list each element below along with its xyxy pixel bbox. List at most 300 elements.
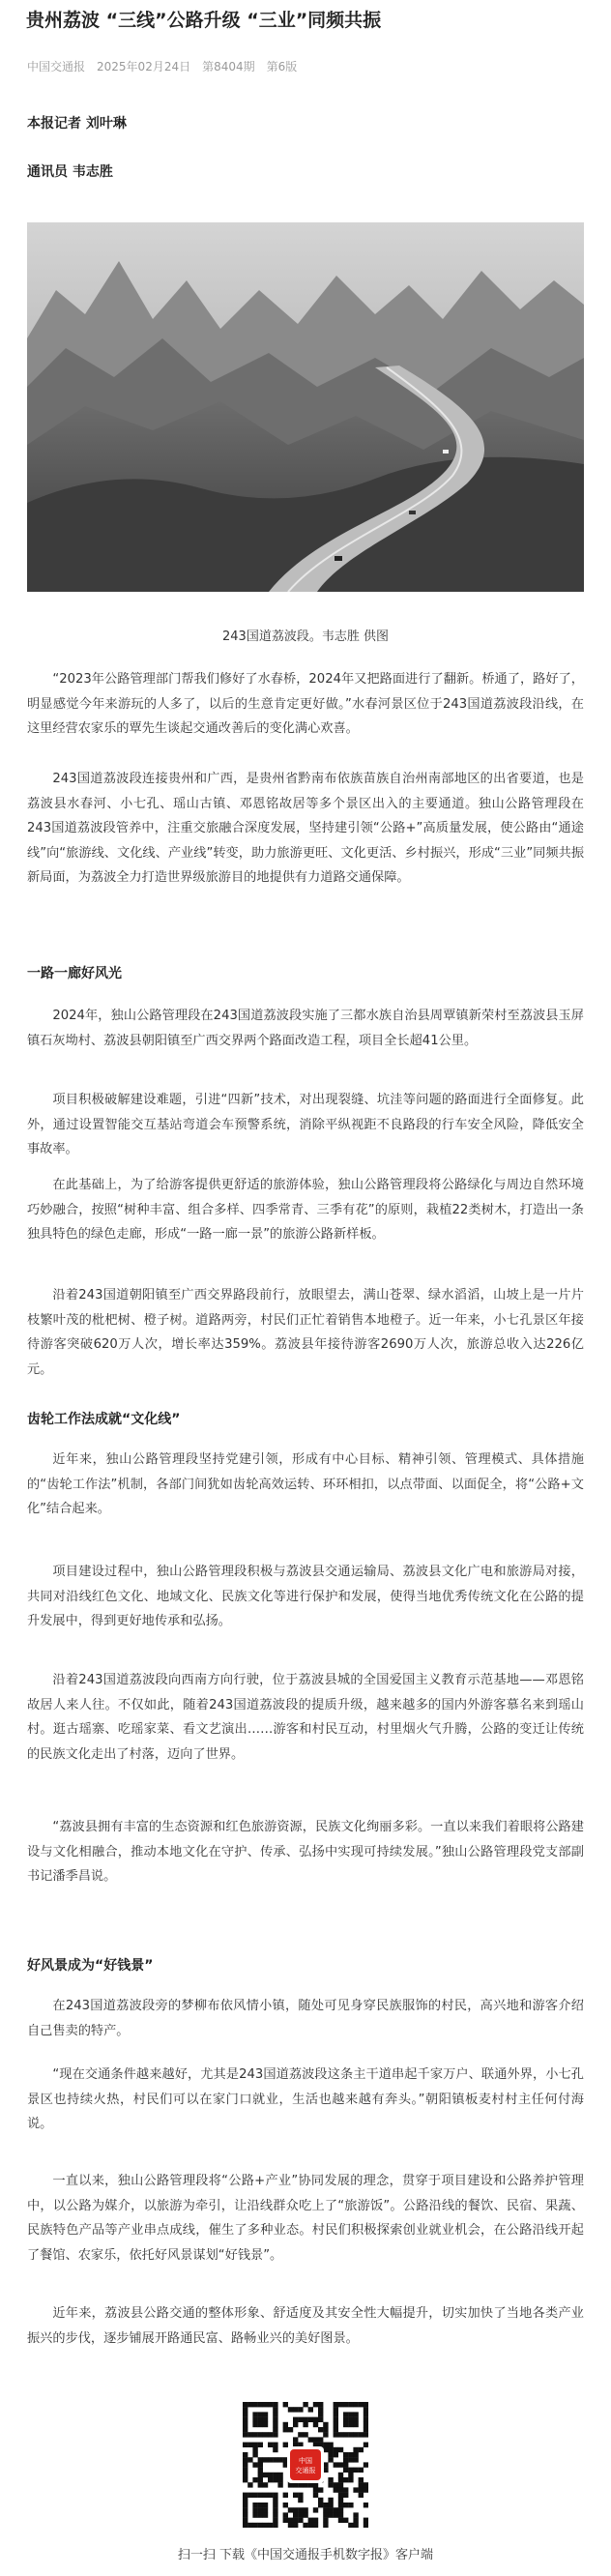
qr-module bbox=[263, 2493, 268, 2498]
qr-module bbox=[359, 2447, 364, 2452]
qr-module bbox=[359, 2482, 364, 2487]
qr-module bbox=[273, 2477, 277, 2482]
qr-module bbox=[303, 2432, 307, 2437]
qr-module bbox=[283, 2427, 288, 2432]
qr-module bbox=[263, 2507, 268, 2512]
qr-module bbox=[323, 2432, 328, 2437]
qr-module bbox=[364, 2417, 368, 2422]
reporter-byline: 本报记者 刘叶琳 bbox=[27, 116, 127, 132]
qr-module bbox=[364, 2427, 368, 2432]
qr-module bbox=[293, 2437, 298, 2442]
qr-module bbox=[318, 2412, 323, 2416]
qr-module bbox=[252, 2523, 257, 2528]
qr-module bbox=[338, 2493, 343, 2498]
qr-module bbox=[273, 2498, 277, 2503]
qr-module bbox=[318, 2437, 323, 2442]
qr-module bbox=[313, 2493, 318, 2498]
qr-module bbox=[263, 2432, 268, 2437]
qr-module bbox=[364, 2523, 368, 2528]
article-title: 贵州荔波 “三线”公路升级 “三业”同频共振 bbox=[26, 10, 382, 31]
qr-module bbox=[293, 2512, 298, 2517]
qr-module bbox=[328, 2498, 333, 2503]
qr-module bbox=[252, 2512, 257, 2517]
qr-module bbox=[334, 2432, 338, 2437]
qr-module bbox=[288, 2523, 293, 2528]
qr-module bbox=[353, 2422, 358, 2427]
qr-module bbox=[258, 2417, 263, 2422]
qr-module bbox=[364, 2443, 368, 2447]
qr-module bbox=[258, 2477, 263, 2482]
qr-module bbox=[273, 2507, 277, 2512]
qr-module bbox=[348, 2432, 353, 2437]
qr-module bbox=[273, 2503, 277, 2507]
qr-module bbox=[328, 2512, 333, 2517]
qr-module bbox=[298, 2493, 303, 2498]
qr-module bbox=[258, 2512, 263, 2517]
qr-module bbox=[273, 2417, 277, 2422]
qr-module bbox=[343, 2477, 348, 2482]
qr-module bbox=[323, 2523, 328, 2528]
qr-module bbox=[313, 2523, 318, 2528]
qr-module bbox=[247, 2402, 252, 2407]
qr-module bbox=[353, 2432, 358, 2437]
qr-module bbox=[364, 2432, 368, 2437]
qr-module bbox=[273, 2432, 277, 2437]
qr-module bbox=[364, 2487, 368, 2492]
qr-module bbox=[353, 2447, 358, 2452]
qr-module bbox=[353, 2518, 358, 2523]
qr-module bbox=[252, 2447, 257, 2452]
qr-module bbox=[334, 2422, 338, 2427]
qr-module bbox=[348, 2417, 353, 2422]
qr-module bbox=[243, 2422, 247, 2427]
qr-module bbox=[298, 2512, 303, 2517]
qr-module bbox=[364, 2412, 368, 2416]
qr-module bbox=[343, 2518, 348, 2523]
qr-module bbox=[252, 2402, 257, 2407]
qr-module bbox=[353, 2512, 358, 2517]
issue-number: 第8404期 bbox=[202, 60, 255, 73]
correspondent-byline: 通讯员 韦志胜 bbox=[27, 164, 113, 180]
qr-module bbox=[243, 2498, 247, 2503]
qr-module bbox=[338, 2432, 343, 2437]
qr-module bbox=[298, 2432, 303, 2437]
qr-module bbox=[252, 2422, 257, 2427]
qr-module bbox=[313, 2402, 318, 2407]
section-heading-1: 一路一廊好风光 bbox=[27, 966, 122, 981]
qr-module bbox=[323, 2447, 328, 2452]
qr-module bbox=[334, 2452, 338, 2457]
qr-module bbox=[293, 2407, 298, 2412]
qr-module bbox=[334, 2427, 338, 2432]
qr-module bbox=[252, 2417, 257, 2422]
qr-module bbox=[243, 2468, 247, 2473]
qr-module bbox=[323, 2512, 328, 2517]
qr-module bbox=[334, 2507, 338, 2512]
qr-module bbox=[359, 2493, 364, 2498]
qr-module bbox=[247, 2457, 252, 2462]
qr-module bbox=[283, 2402, 288, 2407]
paragraph-9: 沿着243国道荔波段向西南方向行驶，位于荔波县城的全国爱国主义教育示范基地——邓恩铭故居人来人往。不仅如此，随着243国道荔波段的提质升级，越来越多的国内外游客慕名来到瑶山村。逛古瑶寨、吃瑶家菜、看文艺演出……游客和村民互动，村里烟火气升腾，公路的变迁让传统的民族文化走出了村落，迈向了世界。 bbox=[27, 1673, 584, 1762]
qr-module bbox=[323, 2503, 328, 2507]
qr-module bbox=[273, 2493, 277, 2498]
qr-module bbox=[247, 2432, 252, 2437]
qr-module bbox=[348, 2457, 353, 2462]
qr-module bbox=[263, 2523, 268, 2528]
qr-module bbox=[338, 2487, 343, 2492]
qr-module bbox=[303, 2507, 307, 2512]
qr-module bbox=[258, 2493, 263, 2498]
qr-module bbox=[243, 2457, 247, 2462]
qr-module bbox=[323, 2462, 328, 2467]
qr-module bbox=[338, 2482, 343, 2487]
qr-module bbox=[293, 2518, 298, 2523]
download-qr-code[interactable] bbox=[243, 2402, 368, 2528]
qr-module bbox=[348, 2412, 353, 2416]
qr-module bbox=[283, 2422, 288, 2427]
qr-module bbox=[334, 2402, 338, 2407]
qr-module bbox=[273, 2402, 277, 2407]
qr-module bbox=[353, 2487, 358, 2492]
qr-module bbox=[343, 2503, 348, 2507]
qr-module bbox=[258, 2507, 263, 2512]
qr-module bbox=[313, 2487, 318, 2492]
qr-code-graphic bbox=[243, 2402, 368, 2528]
qr-module bbox=[343, 2432, 348, 2437]
qr-logo-text-bottom: 交通报 bbox=[295, 2467, 316, 2474]
qr-module bbox=[343, 2422, 348, 2427]
qr-module bbox=[359, 2487, 364, 2492]
qr-module bbox=[318, 2417, 323, 2422]
qr-module bbox=[313, 2422, 318, 2427]
qr-module bbox=[293, 2422, 298, 2427]
qr-module bbox=[308, 2407, 313, 2412]
qr-module bbox=[252, 2507, 257, 2512]
qr-module bbox=[323, 2518, 328, 2523]
qr-module bbox=[263, 2482, 268, 2487]
qr-module bbox=[258, 2503, 263, 2507]
qr-module bbox=[273, 2407, 277, 2412]
qr-module bbox=[277, 2477, 282, 2482]
qr-module bbox=[243, 2407, 247, 2412]
qr-module bbox=[318, 2498, 323, 2503]
qr-module bbox=[343, 2452, 348, 2457]
qr-module bbox=[273, 2518, 277, 2523]
qr-module bbox=[348, 2477, 353, 2482]
qr-module bbox=[328, 2447, 333, 2452]
qr-module bbox=[338, 2512, 343, 2517]
qr-module bbox=[323, 2468, 328, 2473]
qr-logo-badge bbox=[290, 2449, 321, 2480]
qr-module bbox=[334, 2412, 338, 2416]
qr-module bbox=[283, 2503, 288, 2507]
qr-module bbox=[288, 2407, 293, 2412]
qr-module bbox=[298, 2507, 303, 2512]
paragraph-3: 2024年，独山公路管理段在243国道荔波段实施了三都水族自治县周覃镇新荣村至荔波县玉屏镇石灰坳村、荔波县朝阳镇至广西交界两个路面改造工程，项目全长超41公里。 bbox=[27, 1009, 584, 1048]
qr-module bbox=[353, 2412, 358, 2416]
qr-module bbox=[277, 2473, 282, 2477]
qr-module bbox=[318, 2503, 323, 2507]
qr-module bbox=[328, 2443, 333, 2447]
qr-module bbox=[258, 2422, 263, 2427]
qr-module bbox=[308, 2523, 313, 2528]
qr-module bbox=[353, 2468, 358, 2473]
qr-module bbox=[252, 2432, 257, 2437]
qr-module bbox=[353, 2402, 358, 2407]
qr-module bbox=[293, 2482, 298, 2487]
qr-module bbox=[243, 2402, 247, 2407]
qr-module bbox=[258, 2473, 263, 2477]
qr-module bbox=[273, 2422, 277, 2427]
qr-module bbox=[263, 2417, 268, 2422]
qr-module bbox=[348, 2452, 353, 2457]
paragraph-4: 项目积极破解建设难题，引进“四新”技术，对出现裂缝、坑洼等问题的路面进行全面修复。此外，通过设置智能交互基站弯道会车预警系统，消除平纵视距不良路段的行车安全风险，降低安全事故率。 bbox=[27, 1093, 584, 1156]
qr-module bbox=[338, 2473, 343, 2477]
qr-module bbox=[247, 2523, 252, 2528]
photo-caption: 243国道荔波段。韦志胜 供图 bbox=[222, 629, 389, 644]
qr-module bbox=[258, 2432, 263, 2437]
qr-module bbox=[268, 2443, 273, 2447]
qr-module bbox=[268, 2473, 273, 2477]
download-app-hint[interactable]: 扫一扫 下载《中国交通报手机数字报》客户端 bbox=[177, 2548, 434, 2562]
qr-module bbox=[359, 2468, 364, 2473]
qr-module bbox=[353, 2457, 358, 2462]
section-heading-3: 好风景成为“好钱景” bbox=[27, 1958, 154, 1974]
qr-module bbox=[348, 2503, 353, 2507]
qr-module bbox=[323, 2427, 328, 2432]
qr-module bbox=[277, 2457, 282, 2462]
qr-module bbox=[338, 2402, 343, 2407]
paragraph-11: 在243国道荔波段旁的梦柳布依风情小镇，随处可见身穿民族服饰的村民，高兴地和游客介绍自己售卖的特产。 bbox=[27, 1999, 584, 2038]
qr-module bbox=[258, 2412, 263, 2416]
qr-module bbox=[268, 2523, 273, 2528]
qr-module bbox=[328, 2452, 333, 2457]
paragraph-12: “现在交通条件越来越好，尤其是243国道荔波段这条主干道串起千家万户、联通外界，小七孔景区也持续火热，村民们可以在家门口就业，生活也越来越有奔头。”朝阳镇板麦村村主任何付海说。 bbox=[27, 2067, 584, 2131]
qr-module bbox=[318, 2487, 323, 2492]
qr-module bbox=[243, 2523, 247, 2528]
qr-module bbox=[343, 2487, 348, 2492]
qr-module bbox=[328, 2482, 333, 2487]
qr-module bbox=[283, 2443, 288, 2447]
qr-module bbox=[313, 2507, 318, 2512]
qr-module bbox=[359, 2432, 364, 2437]
qr-module bbox=[343, 2468, 348, 2473]
qr-module bbox=[308, 2482, 313, 2487]
qr-module bbox=[263, 2473, 268, 2477]
qr-module bbox=[243, 2518, 247, 2523]
qr-module bbox=[273, 2443, 277, 2447]
qr-module bbox=[334, 2407, 338, 2412]
qr-module bbox=[298, 2518, 303, 2523]
qr-module bbox=[258, 2462, 263, 2467]
qr-module bbox=[343, 2412, 348, 2416]
qr-module bbox=[277, 2482, 282, 2487]
qr-module bbox=[243, 2432, 247, 2437]
qr-module bbox=[313, 2482, 318, 2487]
qr-module bbox=[293, 2493, 298, 2498]
qr-module bbox=[323, 2443, 328, 2447]
qr-module bbox=[308, 2518, 313, 2523]
source-name: 中国交通报 bbox=[27, 60, 86, 73]
qr-module bbox=[323, 2422, 328, 2427]
qr-module bbox=[348, 2402, 353, 2407]
qr-module bbox=[268, 2432, 273, 2437]
qr-module bbox=[343, 2417, 348, 2422]
qr-module bbox=[343, 2493, 348, 2498]
qr-module bbox=[263, 2512, 268, 2517]
qr-module bbox=[243, 2452, 247, 2457]
qr-module bbox=[298, 2407, 303, 2412]
qr-module bbox=[303, 2422, 307, 2427]
qr-module bbox=[338, 2462, 343, 2467]
qr-module bbox=[243, 2493, 247, 2498]
qr-module bbox=[273, 2412, 277, 2416]
qr-module bbox=[348, 2422, 353, 2427]
qr-module bbox=[258, 2402, 263, 2407]
qr-module bbox=[288, 2518, 293, 2523]
qr-module bbox=[313, 2518, 318, 2523]
qr-module bbox=[303, 2523, 307, 2528]
qr-module bbox=[273, 2457, 277, 2462]
qr-module bbox=[353, 2452, 358, 2457]
qr-module bbox=[313, 2417, 318, 2422]
qr-module bbox=[247, 2493, 252, 2498]
qr-module bbox=[328, 2457, 333, 2462]
qr-module bbox=[258, 2457, 263, 2462]
qr-module bbox=[243, 2503, 247, 2507]
qr-module bbox=[364, 2402, 368, 2407]
qr-module bbox=[247, 2482, 252, 2487]
paragraph-1: “2023年公路管理部门帮我们修好了水春桥，2024年又把路面进行了翻新。桥通了，路好了，明显感觉今年来游玩的人多了，以后的生意肯定更好做。”水春河景区位于243国道荔波段沿线，在这里经营农家乐的覃先生谈起交通改善后的变化满心欢喜。 bbox=[27, 672, 584, 736]
paragraph-5: 在此基础上，为了给游客提供更舒适的旅游体验，独山公路管理段将公路绿化与周边自然环境巧妙融合，按照“树种丰富、组合多样、四季常青、三季有花”的原则，栽植22类树木，打造出一条独具特色的绿色走廊，形成“一路一廊一景”的旅游公路新样板。 bbox=[27, 1178, 584, 1242]
qr-module bbox=[258, 2468, 263, 2473]
qr-module bbox=[364, 2482, 368, 2487]
qr-module bbox=[252, 2412, 257, 2416]
qr-module bbox=[252, 2462, 257, 2467]
qr-module bbox=[298, 2482, 303, 2487]
qr-module bbox=[243, 2417, 247, 2422]
qr-module bbox=[243, 2473, 247, 2477]
qr-module bbox=[338, 2503, 343, 2507]
qr-module bbox=[273, 2427, 277, 2432]
qr-module bbox=[328, 2477, 333, 2482]
paragraph-10: “荔波县拥有丰富的生态资源和红色旅游资源，民族文化绚丽多彩。一直以来我们着眼将公路建设与文化相融合，推动本地文化在守护、传承、弘扬中实现可持续发展。”独山公路管理段党支部副书记潘季昌说。 bbox=[27, 1820, 584, 1884]
qr-module bbox=[273, 2447, 277, 2452]
qr-module bbox=[243, 2477, 247, 2482]
qr-module bbox=[364, 2503, 368, 2507]
qr-module bbox=[348, 2523, 353, 2528]
qr-module bbox=[308, 2437, 313, 2442]
qr-module bbox=[318, 2427, 323, 2432]
paragraph-8: 项目建设过程中，独山公路管理段积极与荔波县交通运输局、荔波县文化广电和旅游局对接，共同对沿线红色文化、地域文化、民族文化等进行保护和发展，使得当地优秀传统文化在公路的提升发展中，得到更好地传承和弘扬。 bbox=[27, 1565, 584, 1628]
qr-module bbox=[268, 2402, 273, 2407]
qr-module bbox=[338, 2447, 343, 2452]
qr-module bbox=[258, 2523, 263, 2528]
qr-module bbox=[263, 2412, 268, 2416]
qr-module bbox=[334, 2482, 338, 2487]
qr-logo-text-top: 中国 bbox=[299, 2457, 312, 2465]
qr-module bbox=[303, 2512, 307, 2517]
qr-module bbox=[334, 2462, 338, 2467]
qr-module bbox=[252, 2493, 257, 2498]
qr-module bbox=[273, 2512, 277, 2517]
qr-module bbox=[283, 2493, 288, 2498]
qr-module bbox=[303, 2417, 307, 2422]
qr-module bbox=[288, 2507, 293, 2512]
qr-module bbox=[268, 2477, 273, 2482]
article-photo bbox=[27, 222, 584, 592]
qr-module bbox=[258, 2443, 263, 2447]
qr-module bbox=[353, 2417, 358, 2422]
qr-module bbox=[334, 2447, 338, 2452]
qr-module bbox=[258, 2482, 263, 2487]
qr-module bbox=[338, 2498, 343, 2503]
qr-module bbox=[338, 2477, 343, 2482]
qr-module bbox=[263, 2402, 268, 2407]
qr-module bbox=[293, 2523, 298, 2528]
qr-module bbox=[343, 2402, 348, 2407]
page-number: 第6版 bbox=[266, 60, 298, 73]
article-meta bbox=[27, 59, 308, 74]
qr-module bbox=[308, 2417, 313, 2422]
qr-module bbox=[359, 2477, 364, 2482]
publish-date: 2025年02月24日 bbox=[97, 60, 191, 73]
qr-module bbox=[243, 2427, 247, 2432]
section-heading-2: 齿轮工作法成就“文化线” bbox=[27, 1412, 181, 1427]
qr-module bbox=[328, 2507, 333, 2512]
qr-module bbox=[273, 2523, 277, 2528]
qr-module bbox=[288, 2482, 293, 2487]
qr-module bbox=[247, 2443, 252, 2447]
qr-module bbox=[343, 2462, 348, 2467]
paragraph-13: 一直以来，独山公路管理段将“公路+产业”协同发展的理念，贯穿于项目建设和公路养护管理中，以公路为媒介，以旅游为牵引，让沿线群众吃上了“旅游饭”。公路沿线的餐饮、民宿、果蔬、民族特色产品等产业串点成线，催生了多种业态。村民们积极探索创业就业机会，在公路沿线开起了餐馆、农家乐，依托好风景谋划“好钱景”。 bbox=[27, 2174, 584, 2263]
qr-module bbox=[252, 2443, 257, 2447]
qr-module bbox=[334, 2487, 338, 2492]
qr-module bbox=[283, 2518, 288, 2523]
qr-module bbox=[353, 2523, 358, 2528]
paragraph-7: 近年来，独山公路管理段坚持党建引领，形成有中心目标、精神引领、管理模式、具体措施的“齿轮工作法”机制，各部门间犹如齿轮高效运转、环环相扣，以点带面、以面促全，将“公路+文化”结合起来。 bbox=[27, 1452, 584, 1516]
qr-module bbox=[343, 2457, 348, 2462]
qr-module bbox=[318, 2407, 323, 2412]
qr-module bbox=[328, 2503, 333, 2507]
qr-module bbox=[252, 2452, 257, 2457]
qr-module bbox=[323, 2507, 328, 2512]
qr-module bbox=[288, 2427, 293, 2432]
paragraph-2: 243国道荔波段连接贵州和广西，是贵州省黔南布依族苗族自治州南部地区的出省要道，也是荔波县水春河、小七孔、瑶山古镇、邓恩铭故居等多个景区出入的主要通道。独山公路管理段在243国道荔波段管养中，注重交旅融合深度发展，坚持建引领“公路+”高质量发展，使公路由“通途线”向“旅游线、文化线、产业线”转变，助力旅游更旺、文化更活、乡村振兴，形成“三业”同频共振新局面，为荔波全力打造世界级旅游目的地提供有力道路交通保障。 bbox=[27, 772, 584, 885]
qr-module bbox=[243, 2462, 247, 2467]
qr-module bbox=[338, 2507, 343, 2512]
qr-module bbox=[263, 2503, 268, 2507]
paragraph-6: 沿着243国道朝阳镇至广西交界路段前行，放眼望去，满山苍翠、绿水滔滔，山坡上是一片片枝繁叶茂的枇杷树、橙子树。道路两旁，村民们正忙着销售本地橙子。近一年来，小七孔景区年接待游客突破620万人次，增长率达359%。荔波县年接待游客2690万人次，旅游总收入达226亿元。 bbox=[27, 1288, 584, 1377]
qr-module bbox=[348, 2468, 353, 2473]
qr-module bbox=[243, 2507, 247, 2512]
qr-module bbox=[252, 2477, 257, 2482]
qr-module bbox=[364, 2518, 368, 2523]
qr-module bbox=[283, 2512, 288, 2517]
qr-module bbox=[263, 2457, 268, 2462]
qr-module bbox=[243, 2512, 247, 2517]
highway-mountain-photo bbox=[27, 222, 584, 592]
qr-module bbox=[303, 2402, 307, 2407]
qr-module bbox=[252, 2503, 257, 2507]
qr-module bbox=[364, 2407, 368, 2412]
qr-module bbox=[273, 2473, 277, 2477]
qr-module bbox=[303, 2482, 307, 2487]
qr-module bbox=[243, 2412, 247, 2416]
qr-module bbox=[313, 2437, 318, 2442]
qr-module bbox=[338, 2518, 343, 2523]
qr-module bbox=[268, 2457, 273, 2462]
